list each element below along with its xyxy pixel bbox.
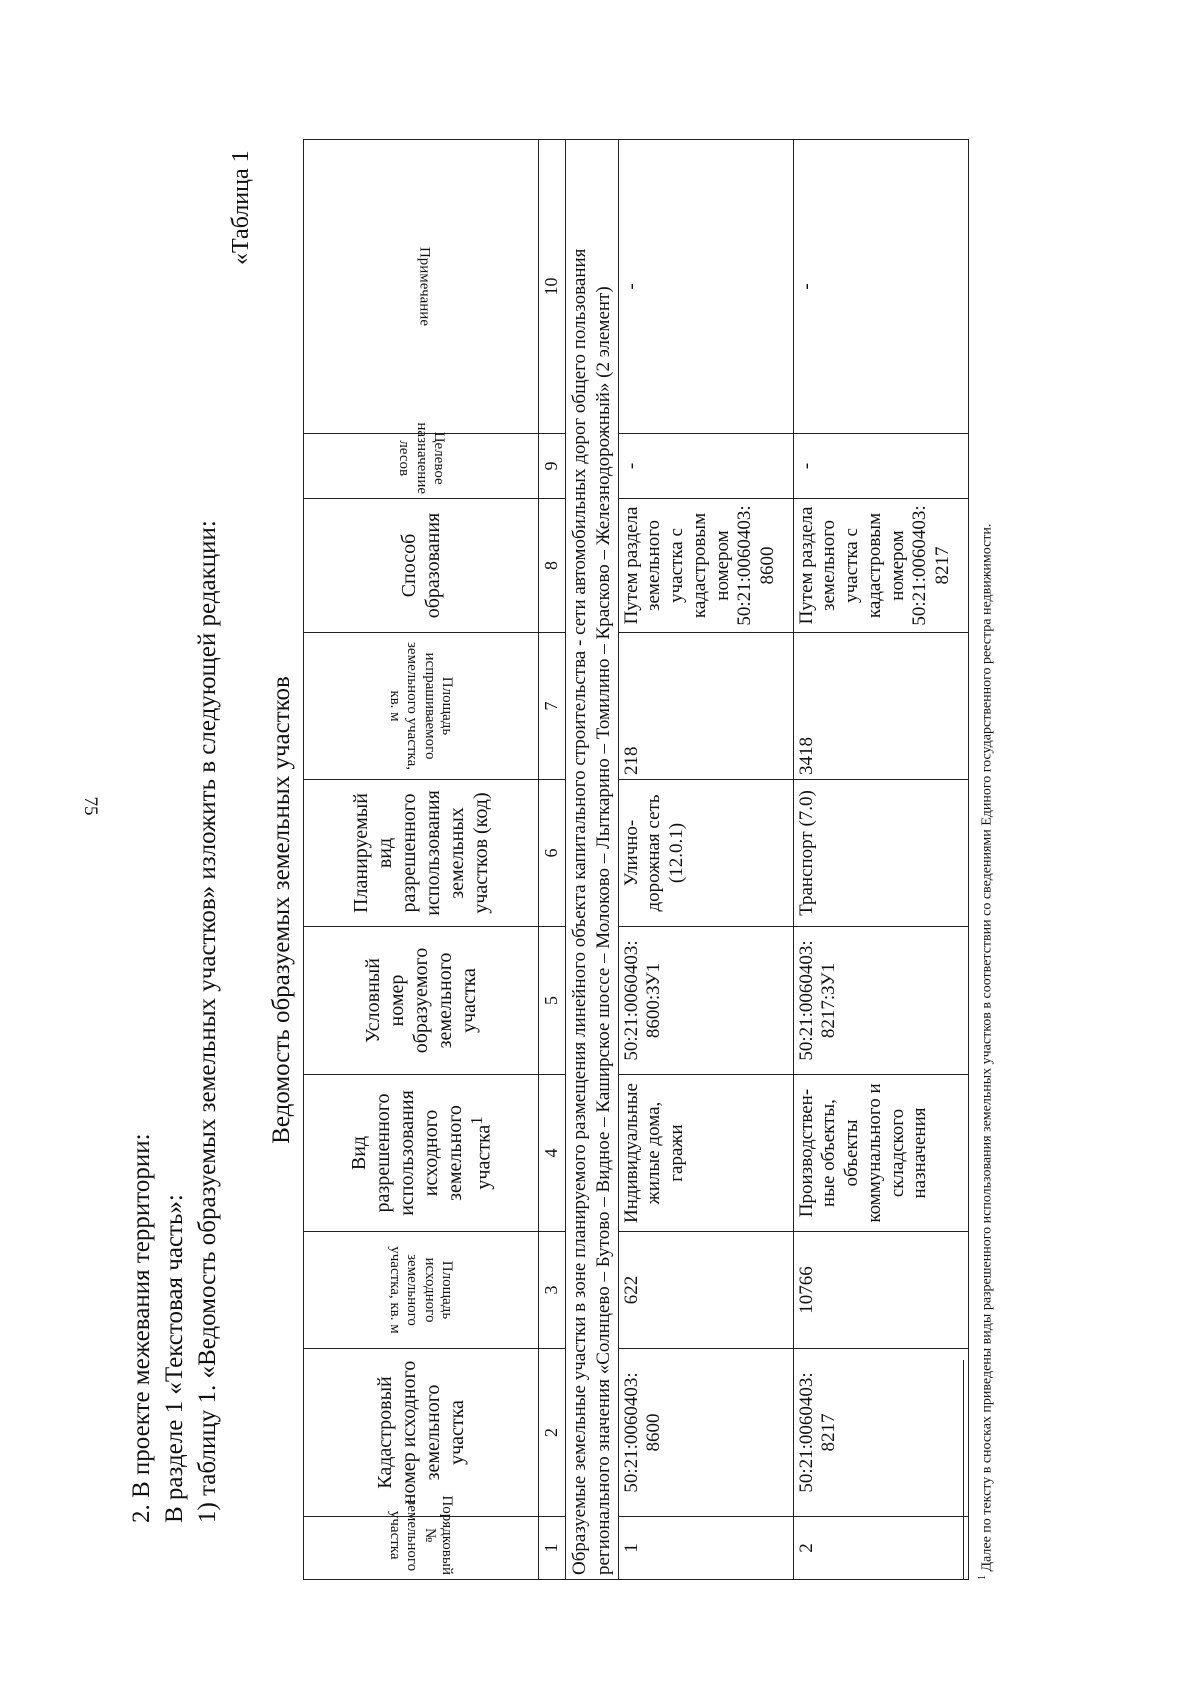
section-row xyxy=(566,140,619,1580)
section-text: Образуемые земельные участки в зоне планируемого размещения линейного объекта капитального строительства - сети автомобильных дорог общего пользования регионального значения «Солнцево – Бутово – Видное – Каширское шоссе – Молоково – Лыткарино – Томилино – Красково – Железнодорожный» (2 элемент) xyxy=(566,140,619,1580)
column-number: 9 xyxy=(539,434,566,499)
table-header-row xyxy=(304,140,539,1580)
cell-forest-purpose: - xyxy=(618,434,793,499)
column-header: Площадь исходного земельного участка, кв. м xyxy=(304,1232,539,1349)
cell-number: 2 xyxy=(793,1517,968,1580)
cell-area-source: 622 xyxy=(618,1232,793,1349)
column-number: 1 xyxy=(539,1517,566,1580)
cell-area-requested: 218 xyxy=(618,633,793,780)
cell-conditional-number: 50:21:0060403: 8600:ЗУ1 xyxy=(618,927,793,1075)
column-number: 6 xyxy=(539,780,566,927)
column-header: Планируемый вид разрешенного использования земельных участков (код) xyxy=(304,780,539,927)
cell-cadastral: 50:21:0060403: 8217 xyxy=(793,1349,968,1517)
intro-line: В разделе 1 «Текстовая часть»: xyxy=(161,1194,188,1523)
footnote-separator xyxy=(963,1360,964,1580)
intro-line: 1) таблицу 1. «Ведомость образуемых земельных участков» изложить в следующей редакции: xyxy=(194,520,221,1523)
column-number: 2 xyxy=(539,1349,566,1517)
column-header: Целевое назначение лесов xyxy=(304,434,539,499)
cell-method: Путем раздела земельного участка с кадастровым номером 50:21:0060403: 8600 xyxy=(618,499,793,633)
cell-use-planned: Улично-дорожная сеть (12.0.1) xyxy=(618,780,793,927)
column-number: 7 xyxy=(539,633,566,780)
document-content xyxy=(108,60,1148,1660)
cell-use-source: Индивидуальные жилые дома, гаражи xyxy=(618,1075,793,1232)
column-header: Кадастровый номер исходного земельного участка xyxy=(304,1349,539,1517)
cell-use-source: Производствен-ные объекты, объекты коммунального и складского назначения xyxy=(793,1075,968,1232)
cell-note: - xyxy=(618,140,793,434)
table-row xyxy=(618,140,793,1580)
cell-conditional-number: 50:21:0060403: 8217:ЗУ1 xyxy=(793,927,968,1075)
page-number: 75 xyxy=(80,796,101,816)
footnote-mark: 1 xyxy=(977,1575,988,1580)
cell-number: 1 xyxy=(618,1517,793,1580)
column-number: 5 xyxy=(539,927,566,1075)
intro-line: 2. В проекте межевания территории: xyxy=(128,1133,155,1523)
column-header: Вид разрешенного использования исходного земельного участка$^1$ xyxy=(304,1075,539,1232)
column-header: Условный номер образуемого земельного участка xyxy=(304,927,539,1075)
column-header: Площадь испрашиваемого земельного участка, кв. м xyxy=(304,633,539,780)
column-header: Порядковый № земельного участка xyxy=(304,1517,539,1580)
table-title: Ведомость образуемых земельных участков xyxy=(268,676,295,1144)
footnote-text: Далее по тексту в сносках приведены виды разрешенного использования земельных участков в соответствии со сведениями Единого государственного реестра недвижимости. xyxy=(979,523,995,1572)
cell-use-planned: Транспорт (7.0) xyxy=(793,780,968,927)
cell-method: Путем раздела земельного участка с кадастровым номером 50:21:0060403: 8217 xyxy=(793,499,968,633)
column-number: 8 xyxy=(539,499,566,633)
column-header: Примечание xyxy=(304,140,539,434)
cell-cadastral: 50:21:0060403: 8600 xyxy=(618,1349,793,1517)
cell-area-source: 10766 xyxy=(793,1232,968,1349)
column-number-row xyxy=(539,140,566,1580)
parcels-table xyxy=(303,139,969,1580)
column-number: 4 xyxy=(539,1075,566,1232)
table-row xyxy=(793,140,968,1580)
cell-note: - xyxy=(793,140,968,434)
column-header: Способ образования xyxy=(304,499,539,633)
cell-area-requested: 3418 xyxy=(793,633,968,780)
column-number: 10 xyxy=(539,140,566,434)
table-reference: «Таблица 1 xyxy=(228,150,254,265)
footnote xyxy=(976,140,997,1580)
cell-forest-purpose: - xyxy=(793,434,968,499)
column-number: 3 xyxy=(539,1232,566,1349)
